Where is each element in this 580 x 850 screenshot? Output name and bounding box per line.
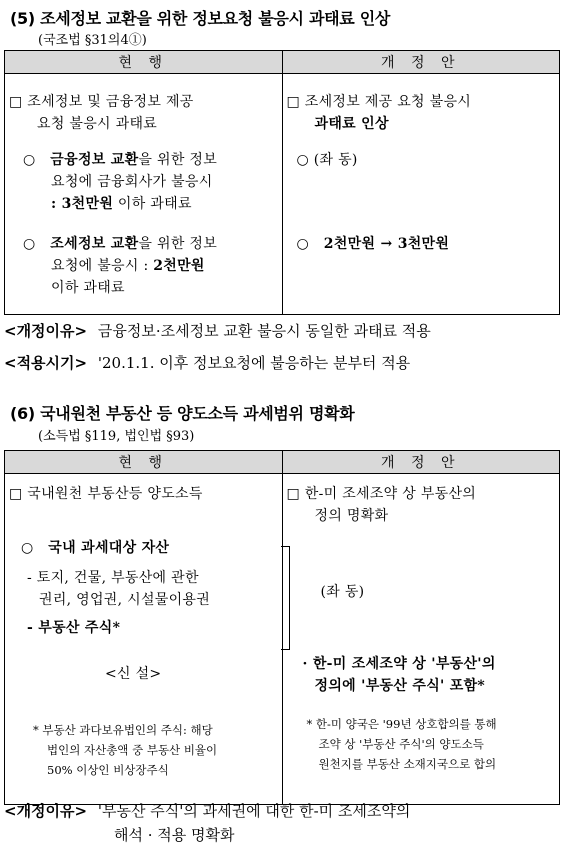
term-rest: 을 위한 정보 xyxy=(138,152,218,168)
section-5-subtitle: (국조법 §31의4①) xyxy=(38,33,147,48)
reason-tag: <개정이유> xyxy=(4,802,88,820)
section-6-title: (6) 국내원천 부동산 등 양도소득 과세범위 명확화 xyxy=(10,404,355,423)
revised-item-3-line-2: 정의에 '부동산 주식' 포함* xyxy=(314,678,486,694)
revised-item-1-line-2: 과태료 인상 xyxy=(314,116,389,132)
term-rest: 을 위한 정보 xyxy=(138,236,218,252)
revised-item-1-line-1: □ 조세정보 제공 요청 불응시 xyxy=(286,94,472,110)
revised-column xyxy=(282,474,560,805)
header-revised: 개 정 안 xyxy=(282,451,560,474)
section-5-reason xyxy=(4,320,431,341)
reason-text: 금융정보·조세정보 교환 불응시 동일한 과태료 적용 xyxy=(97,322,431,340)
header-current: 현 행 xyxy=(5,451,283,474)
current-item-3-line-3: 이하 과태료 xyxy=(51,280,125,296)
revised-note-line-1: * 한-미 양국은 '99년 상호합의를 통해 xyxy=(306,717,497,731)
revised-item-2: ○ (좌 동) xyxy=(296,152,358,168)
line-rest: 요청에 불응시 : xyxy=(51,258,154,274)
current-item-2-line-1 xyxy=(23,150,217,171)
current-item-3-line-2: 권리, 영업권, 시설물이용권 xyxy=(39,592,211,608)
current-column xyxy=(5,74,283,315)
bold-term: 조세정보 교환 xyxy=(50,236,139,252)
section-5-effective-date xyxy=(4,352,410,373)
revised-column xyxy=(282,74,560,315)
current-item-4: - 부동산 주식* xyxy=(27,620,121,636)
current-note-line-3: 50% 이상인 비상장주식 xyxy=(47,763,169,777)
same-as-left-bracket xyxy=(281,546,290,650)
effective-tag: <적용시기> xyxy=(4,354,88,372)
revised-item-3-line-1: · 한-미 조세조약 상 '부동산'의 xyxy=(302,656,496,672)
section-6-comparison-table xyxy=(4,450,560,805)
current-item-1-line-1: □ 조세정보 및 금융정보 제공 xyxy=(9,94,194,110)
bold-amount: : 3천만원 xyxy=(51,196,114,212)
current-item-5-new: <신 설> xyxy=(105,666,162,682)
revised-item-1-line-2: 정의 명확화 xyxy=(314,508,389,524)
current-note-line-1: * 부동산 과다보유법인의 주식: 해당 xyxy=(33,723,213,737)
revised-item-2: (좌 동) xyxy=(320,584,365,600)
current-item-3-line-2 xyxy=(51,256,205,277)
current-note-line-2: 법인의 자산총액 중 부동산 비율이 xyxy=(47,743,218,757)
revised-note-line-3: 원천지를 부동산 소재지국으로 합의 xyxy=(318,757,497,771)
revised-item-1-line-1: □ 한-미 조세조약 상 부동산의 xyxy=(286,486,477,502)
bold-amount: 2천만원 xyxy=(153,258,205,274)
current-item-2-line-3 xyxy=(51,194,192,215)
header-revised: 개 정 안 xyxy=(282,51,560,74)
amount-change: 2천만원 → 3천만원 xyxy=(323,236,450,252)
section-6-reason-line-2: 해석 · 적용 명확화 xyxy=(114,826,235,844)
bullet-marker: ○ xyxy=(296,236,310,252)
current-column xyxy=(5,474,283,805)
bullet-marker: ○ xyxy=(23,236,36,252)
reason-text-line-1: '부동산 주식'의 과세권에 대한 한-미 조세조약의 xyxy=(97,802,411,820)
section-5-title: (5) 조세정보 교환을 위한 정보요청 불응시 과태료 인상 xyxy=(10,9,391,28)
revised-note-line-2: 조약 상 '부동산 주식'의 양도소득 xyxy=(318,737,484,751)
current-item-2 xyxy=(21,538,169,559)
amount-rest: 이하 과태료 xyxy=(113,196,192,212)
section-6-subtitle: (소득법 §119, 법인법 §93) xyxy=(38,429,195,444)
bold-term: 금융정보 교환 xyxy=(50,152,139,168)
bold-term: 국내 과세대상 자산 xyxy=(48,540,170,556)
effective-text: '20.1.1. 이후 정보요청에 불응하는 분부터 적용 xyxy=(97,354,411,372)
section-5-comparison-table xyxy=(4,50,560,315)
section-6-reason xyxy=(4,800,410,821)
header-current: 현 행 xyxy=(5,51,283,74)
current-item-3-line-1: - 토지, 건물, 부동산에 관한 xyxy=(27,570,199,586)
bullet-marker: ○ xyxy=(21,540,34,556)
revised-item-3 xyxy=(297,234,450,255)
bullet-marker: ○ xyxy=(23,152,36,168)
current-item-1: □ 국내원천 부동산등 양도소득 xyxy=(9,486,203,502)
current-item-3-line-1 xyxy=(23,234,217,255)
current-item-2-line-2: 요청에 금융회사가 불응시 xyxy=(51,174,213,190)
current-item-1-line-2: 요청 불응시 과태료 xyxy=(37,116,158,132)
reason-tag: <개정이유> xyxy=(4,322,88,340)
